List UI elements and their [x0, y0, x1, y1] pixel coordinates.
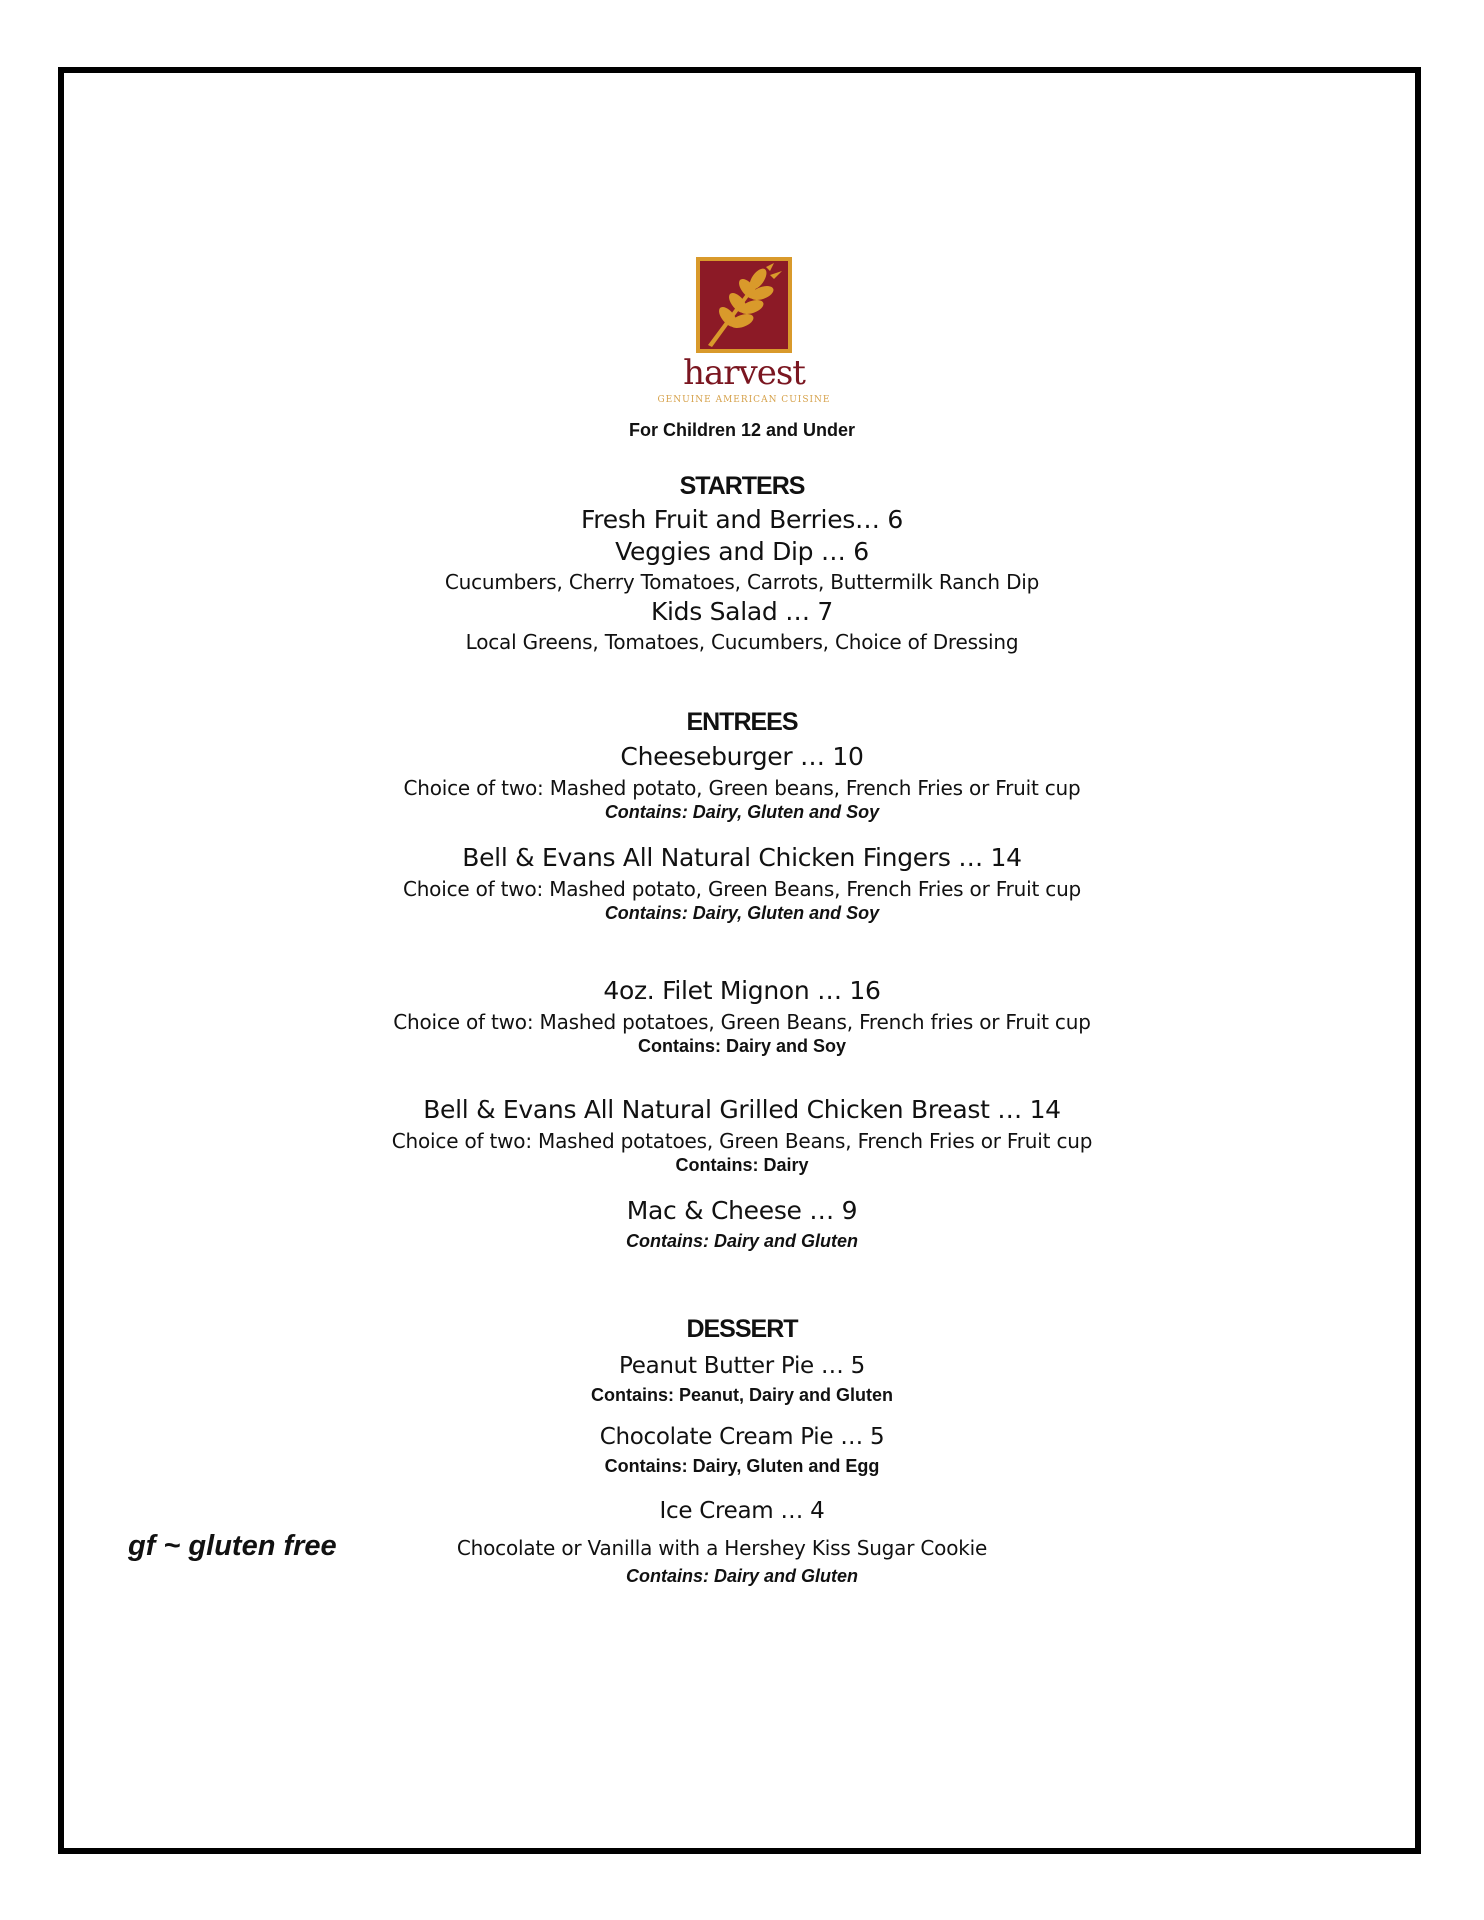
- menu-item-name: Fresh Fruit and Berries… 6: [581, 505, 903, 534]
- menu-item-name: Veggies and Dip … 6: [615, 537, 869, 566]
- section-heading-entrees: ENTREES: [686, 708, 798, 736]
- menu-item-description: Choice of two: Mashed potato, Green Beans, French Fries or Fruit cup: [402, 877, 1082, 901]
- menu-item-description: Choice of two: Mashed potatoes, Green Beans, French Fries or Fruit cup: [391, 1129, 1093, 1153]
- menu-item-description: Local Greens, Tomatoes, Cucumbers, Choice of Dressing: [465, 630, 1019, 654]
- allergen-note: Contains: Dairy, Gluten and Soy: [604, 903, 880, 923]
- menu-item-description: Cucumbers, Cherry Tomatoes, Carrots, Buttermilk Ranch Dip: [444, 570, 1040, 594]
- menu-item-description: Choice of two: Mashed potatoes, Green Beans, French fries or Fruit cup: [393, 1010, 1091, 1034]
- menu-item-name: Bell & Evans All Natural Chicken Fingers … 14: [462, 843, 1022, 872]
- section-heading-dessert: DESSERT: [686, 1315, 798, 1343]
- allergen-note: Contains: Dairy, Gluten and Egg: [604, 1456, 880, 1476]
- allergen-note: Contains: Dairy and Gluten: [625, 1231, 859, 1251]
- allergen-note: Contains: Dairy: [675, 1155, 809, 1175]
- menu-item-name: Bell & Evans All Natural Grilled Chicken Breast … 14: [423, 1095, 1061, 1124]
- harvest-logo: [654, 253, 834, 413]
- menu-item-name: Mac & Cheese … 9: [626, 1196, 858, 1225]
- menu-item-description: Choice of two: Mashed potato, Green beans, French Fries or Fruit cup: [403, 776, 1081, 800]
- allergen-note: Contains: Dairy and Gluten: [625, 1566, 859, 1586]
- menu-item-name: Cheeseburger … 10: [620, 742, 864, 771]
- allergen-note: Contains: Dairy and Soy: [637, 1036, 847, 1056]
- menu-item-name: Peanut Butter Pie … 5: [619, 1353, 865, 1379]
- allergen-note: Contains: Dairy, Gluten and Soy: [604, 802, 880, 822]
- allergen-note: Contains: Peanut, Dairy and Gluten: [590, 1385, 894, 1405]
- menu-item-name: Kids Salad … 7: [650, 597, 834, 626]
- section-heading-starters: STARTERS: [679, 472, 805, 500]
- wheat-emblem-icon: [696, 257, 792, 353]
- logo-tagline: GENUINE AMERICAN CUISINE: [657, 395, 831, 405]
- menu-item-name: 4oz. Filet Mignon … 16: [603, 976, 881, 1005]
- gluten-free-legend: gf ~ gluten free: [128, 1530, 337, 1562]
- menu-item-description: Chocolate or Vanilla with a Hershey Kiss Sugar Cookie: [456, 1536, 988, 1560]
- menu-item-name: Chocolate Cream Pie … 5: [599, 1424, 885, 1450]
- menu-item-name: Ice Cream … 4: [659, 1498, 825, 1524]
- logo-wordmark: harvest: [683, 353, 805, 393]
- menu-subtitle: For Children 12 and Under: [628, 420, 856, 440]
